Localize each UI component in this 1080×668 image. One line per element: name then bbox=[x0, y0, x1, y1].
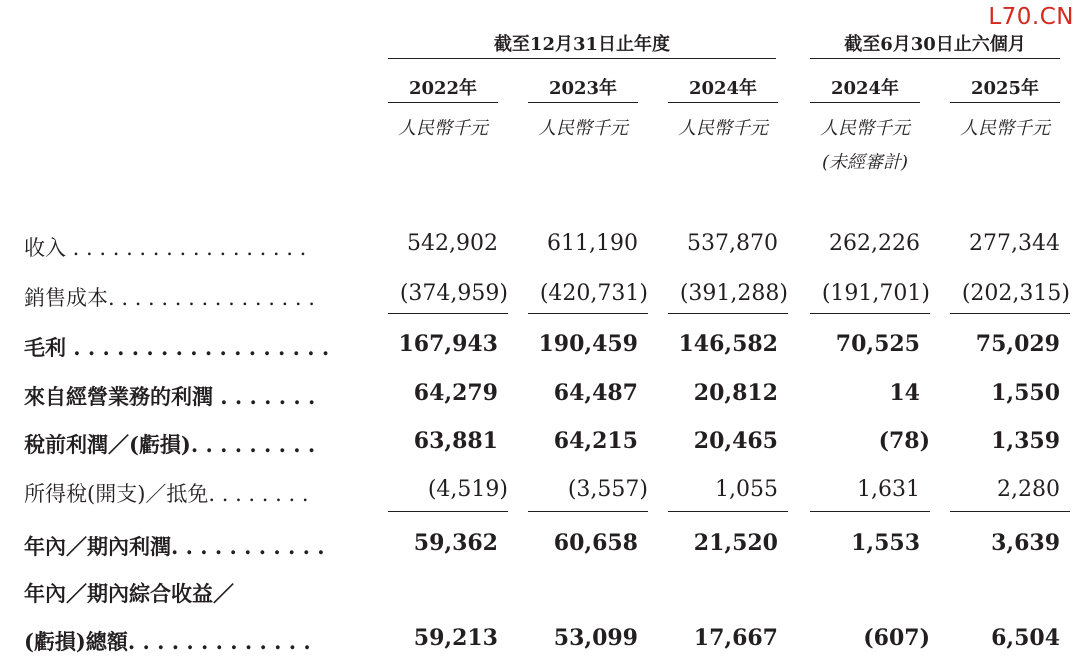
group-header-six-months: 截至6月30日止六個月 bbox=[844, 34, 1026, 55]
cell-profit-2025h1: 3,639 bbox=[991, 530, 1060, 556]
year-header-2022: 2022年 bbox=[408, 78, 478, 99]
subtotal-rule bbox=[528, 313, 648, 314]
cell-gross-profit-2023: 190,459 bbox=[538, 331, 638, 357]
unit-label: 人民幣千元 bbox=[960, 118, 1050, 139]
cell-pbt-2024h1: (78) bbox=[878, 428, 930, 454]
subtotal-rule bbox=[810, 511, 930, 512]
subtotal-rule bbox=[388, 511, 508, 512]
watermark-text: L70.CN bbox=[988, 4, 1074, 30]
row-label-gross-profit: 毛利 . . . . . . . . . . . . . . . . . . bbox=[24, 335, 330, 360]
cell-tax-2022: (4,519) bbox=[427, 477, 508, 502]
row-label-cost-of-sales: 銷售成本. . . . . . . . . . . . . . . . bbox=[24, 286, 315, 310]
unit-label: 人民幣千元 bbox=[538, 118, 628, 139]
cell-operating-profit-2024: 20,812 bbox=[693, 380, 778, 406]
row-label-income-tax: 所得稅(開支)／抵免. . . . . . . . bbox=[24, 482, 309, 506]
year-underline bbox=[528, 102, 638, 103]
cell-comprehensive-2022: 59,213 bbox=[413, 625, 498, 651]
cell-comprehensive-2025h1: 6,504 bbox=[991, 625, 1060, 651]
unit-label: 人民幣千元 bbox=[678, 118, 768, 139]
cell-operating-profit-2022: 64,279 bbox=[413, 380, 498, 406]
subtotal-rule bbox=[810, 313, 930, 314]
cell-operating-profit-2023: 64,487 bbox=[553, 380, 638, 406]
group-underline-six-months bbox=[810, 58, 1060, 59]
cell-tax-2024: 1,055 bbox=[715, 477, 778, 502]
cell-comprehensive-2024h1: (607) bbox=[863, 625, 930, 651]
year-underline bbox=[950, 102, 1060, 103]
year-underline bbox=[668, 102, 778, 103]
subtotal-rule bbox=[668, 511, 788, 512]
row-label-profit-before-tax: 稅前利潤／(虧損). . . . . . . . . bbox=[24, 432, 316, 457]
unit-label: 人民幣千元 bbox=[398, 118, 488, 139]
subtotal-rule bbox=[528, 511, 648, 512]
year-header-2023: 2023年 bbox=[548, 78, 618, 99]
cell-operating-profit-2024h1: 14 bbox=[889, 380, 920, 406]
cell-comprehensive-2023: 53,099 bbox=[553, 625, 638, 651]
cell-tax-2025h1: 2,280 bbox=[997, 477, 1060, 502]
cell-gross-profit-2025h1: 75,029 bbox=[975, 331, 1060, 357]
cell-cost-2024: (391,288) bbox=[679, 281, 788, 306]
cell-comprehensive-2024: 17,667 bbox=[693, 625, 778, 651]
cell-profit-2022: 59,362 bbox=[413, 530, 498, 556]
cell-gross-profit-2024: 146,582 bbox=[678, 331, 778, 357]
year-header-2024-h1: 2024年 bbox=[830, 78, 900, 99]
cell-pbt-2024: 20,465 bbox=[693, 428, 778, 454]
cell-cost-2025h1: (202,315) bbox=[961, 281, 1070, 306]
row-label-comprehensive-income-line1: 年內／期內綜合收益／ bbox=[24, 581, 234, 606]
group-header-annual: 截至12月31日止年度 bbox=[493, 34, 671, 55]
row-label-profit-for-period: 年內／期內利潤. . . . . . . . . . . bbox=[24, 534, 325, 559]
cell-cost-2024h1: (191,701) bbox=[821, 281, 930, 306]
cell-revenue-2023: 611,190 bbox=[547, 231, 638, 256]
cell-cost-2023: (420,731) bbox=[539, 281, 648, 306]
row-label-comprehensive-income-line2: (虧損)總額. . . . . . . . . . . . . bbox=[24, 629, 311, 654]
year-underline bbox=[810, 102, 920, 103]
cell-pbt-2025h1: 1,359 bbox=[991, 428, 1060, 454]
cell-revenue-2022: 542,902 bbox=[407, 231, 498, 256]
row-label-operating-profit: 來自經營業務的利潤 . . . . . . . bbox=[24, 384, 316, 409]
cell-pbt-2022: 63,881 bbox=[413, 428, 498, 454]
cell-revenue-2024: 537,870 bbox=[687, 231, 778, 256]
cell-gross-profit-2022: 167,943 bbox=[398, 331, 498, 357]
cell-revenue-2024h1: 262,226 bbox=[829, 231, 920, 256]
cell-tax-2024h1: 1,631 bbox=[857, 477, 920, 502]
row-label-revenue: 收入 . . . . . . . . . . . . . . . . . . bbox=[24, 236, 307, 260]
cell-gross-profit-2024h1: 70,525 bbox=[835, 331, 920, 357]
cell-revenue-2025h1: 277,344 bbox=[969, 231, 1060, 256]
subtotal-rule bbox=[668, 313, 788, 314]
year-header-2024: 2024年 bbox=[688, 78, 758, 99]
cell-pbt-2023: 64,215 bbox=[553, 428, 638, 454]
subtotal-rule bbox=[950, 313, 1070, 314]
cell-profit-2024: 21,520 bbox=[693, 530, 778, 556]
cell-operating-profit-2025h1: 1,550 bbox=[991, 380, 1060, 406]
year-header-2025-h1: 2025年 bbox=[970, 78, 1040, 99]
cell-tax-2023: (3,557) bbox=[567, 477, 648, 502]
unaudited-label: (未經審計) bbox=[821, 152, 909, 173]
subtotal-rule bbox=[950, 511, 1070, 512]
unit-label: 人民幣千元 bbox=[820, 118, 910, 139]
cell-profit-2024h1: 1,553 bbox=[851, 530, 920, 556]
cell-cost-2022: (374,959) bbox=[399, 281, 508, 306]
cell-profit-2023: 60,658 bbox=[553, 530, 638, 556]
year-underline bbox=[388, 102, 498, 103]
group-underline-annual bbox=[388, 58, 776, 59]
subtotal-rule bbox=[388, 313, 508, 314]
